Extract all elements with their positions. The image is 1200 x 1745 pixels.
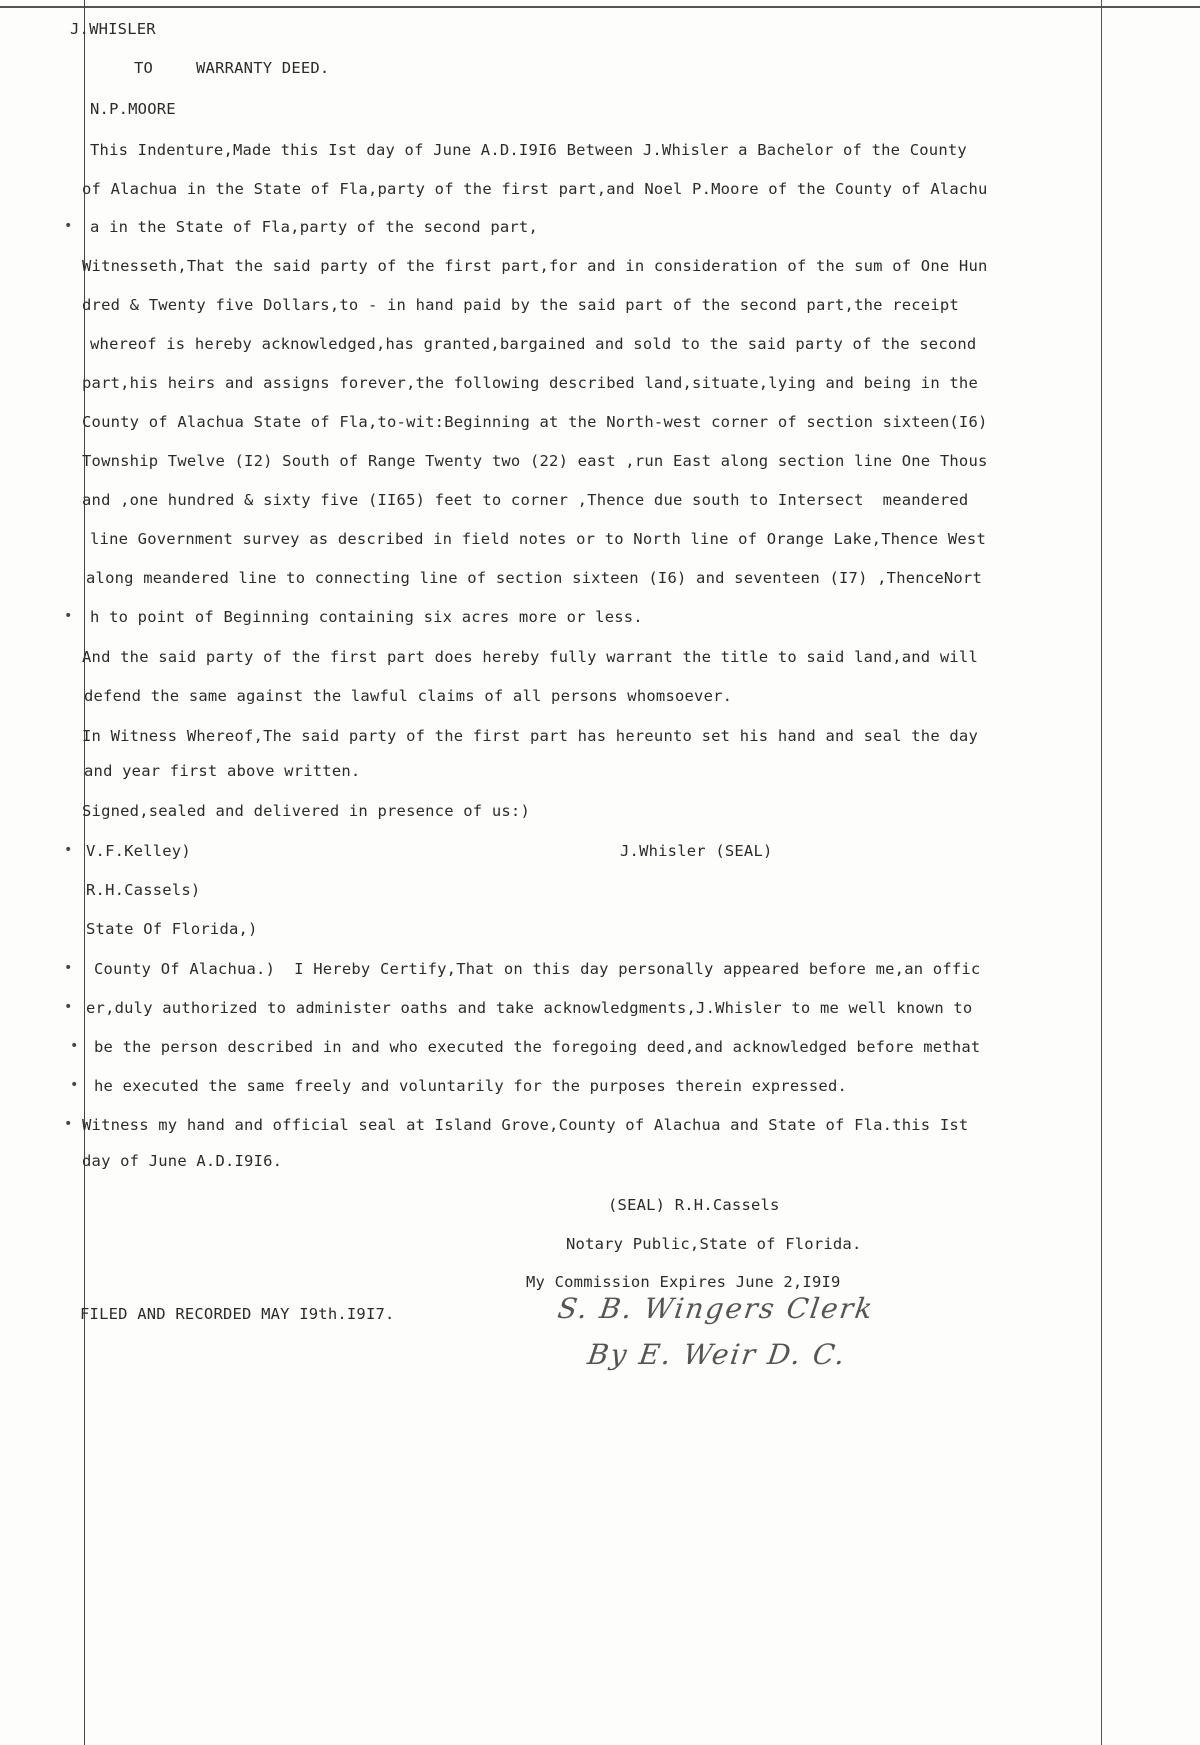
margin-dot: • [64,218,73,234]
margin-dot: • [70,1077,79,1093]
acknowledgment-line: he executed the same freely and voluntarily for the purposes therein expressed. [94,1077,848,1095]
to-label: TO [134,59,154,77]
body-line: This Indenture,Made this Ist day of June A.D.I9I6 Between J.Whisler a Bachelor of the County [90,141,967,159]
witness-1: V.F.Kelley) [86,842,191,860]
body-line: whereof is hereby acknowledged,has granted,bargained and sold to the said party of the second [90,335,977,353]
witness-2: R.H.Cassels) [86,881,201,899]
body-line: And the said party of the first part does hereby fully warrant the title to said land,and will [82,648,978,666]
acknowledgment-line: day of June A.D.I9I6. [82,1152,283,1170]
commission-expiry: My Commission Expires June 2,I9I9 [526,1273,841,1291]
acknowledgment-state: State Of Florida,) [86,920,258,938]
margin-dot: • [64,999,73,1015]
body-line: County of Alachua State of Fla,to-wit:Beginning at the North-west corner of section sixteen(I6) [82,413,988,431]
margin-dot: • [64,1116,73,1132]
acknowledgment-line: be the person described in and who executed the foregoing deed,and acknowledged before methat [94,1038,981,1056]
margin-dot: • [64,842,73,858]
body-line: and year first above written. [84,762,361,780]
body-line: In Witness Whereof,The said party of the first part has hereunto set his hand and seal the day [82,727,978,745]
body-line: and ,one hundred & sixty five (II65) feet to corner ,Thence due south to Intersect meandered [82,491,969,509]
notary-name: (SEAL) R.H.Cassels [608,1196,780,1214]
filed-recorded: FILED AND RECORDED MAY I9th.I9I7. [80,1305,395,1323]
body-line: part,his heirs and assigns forever,the following described land,situate,lying and being in the [82,374,978,392]
body-line: h to point of Beginning containing six acres more or less. [90,608,643,626]
body-line: a in the State of Fla,party of the second part, [90,218,538,236]
acknowledgment-line: Witness my hand and official seal at Island Grove,County of Alachua and State of Fla.this Ist [82,1116,969,1134]
grantor-signature: J.Whisler (SEAL) [620,842,773,860]
deputy-clerk-signature: By E. Weir D. C. [585,1338,849,1371]
clerk-signature: S. B. Wingers Clerk [555,1292,877,1325]
document-type: WARRANTY DEED. [196,59,330,77]
margin-dot: • [64,608,73,624]
right-margin-rule [1101,0,1102,1745]
grantor-header: J.WHISLER [70,20,156,38]
body-line: dred & Twenty five Dollars,to - in hand paid by the said part of the second part,the receipt [82,296,959,314]
acknowledgment-line: er,duly authorized to administer oaths and take acknowledgments,J.Whisler to me well known to [86,999,973,1017]
margin-dot: • [70,1038,79,1054]
notary-title: Notary Public,State of Florida. [566,1235,862,1253]
body-line: Witnesseth,That the said party of the first part,for and in consideration of the sum of One Hun [82,257,988,275]
body-line: defend the same against the lawful claims of all persons whomsoever. [84,687,733,705]
body-line: along meandered line to connecting line of section sixteen (I6) and seventeen (I7) ,ThenceNort [86,569,982,587]
grantee-header: N.P.MOORE [90,100,176,118]
margin-dot: • [64,960,73,976]
body-line: Township Twelve (I2) South of Range Twenty two (22) east ,run East along section line One Thous [82,452,988,470]
top-rule [0,6,1200,8]
acknowledgment-line: County Of Alachua.) I Hereby Certify,That on this day personally appeared before me,an offic [94,960,981,978]
body-line: Signed,sealed and delivered in presence of us:) [82,802,530,820]
body-line: line Government survey as described in field notes or to North line of Orange Lake,Thence West [90,530,986,548]
body-line: of Alachua in the State of Fla,party of the first part,and Noel P.Moore of the County of Alachu [82,180,988,198]
